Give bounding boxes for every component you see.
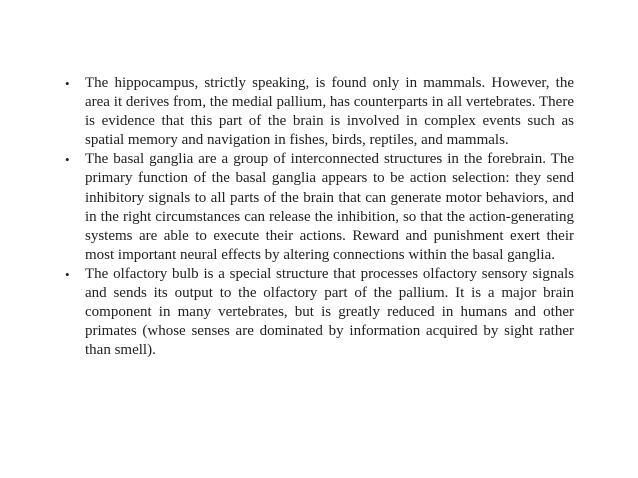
bullet-marker: • bbox=[65, 266, 70, 282]
bullet-item-hippocampus bbox=[62, 74, 574, 150]
bullet-item-olfactory-bulb bbox=[62, 265, 574, 360]
bullet-text: The basal ganglia are a group of interconnected structures in the forebrain. The primary function of the basal ganglia appears to be action selection: they send inhibitory signals to all parts of the brain that can generate motor behaviors, and in the right circumstances can release the inhibition, so that the action-generating systems are able to execute their actions. Reward and punishment exert their most important neural effects by altering connections within the basal ganglia. bbox=[85, 151, 574, 263]
bullet-marker: • bbox=[65, 76, 70, 91]
bullet-list bbox=[62, 74, 574, 360]
bullet-text: The hippocampus, strictly speaking, is found only in mammals. However, the area it derives from, the medial pallium, has counterparts in all vertebrates. There is evidence that this part of the brain is involved in complex events such as spatial memory and navigation in fishes, birds, reptiles, and mammals. bbox=[85, 75, 574, 149]
bullet-marker: • bbox=[65, 152, 70, 168]
bullet-item-basal-ganglia bbox=[62, 150, 574, 265]
bullet-text: The olfactory bulb is a special structure that processes olfactory sensory signals and sends its output to the olfactory part of the pallium. It is a major brain component in many vertebrates, but is greatly reduced in humans and other primates (whose senses are dominated by information acquired by sight rather than smell). bbox=[85, 265, 574, 359]
